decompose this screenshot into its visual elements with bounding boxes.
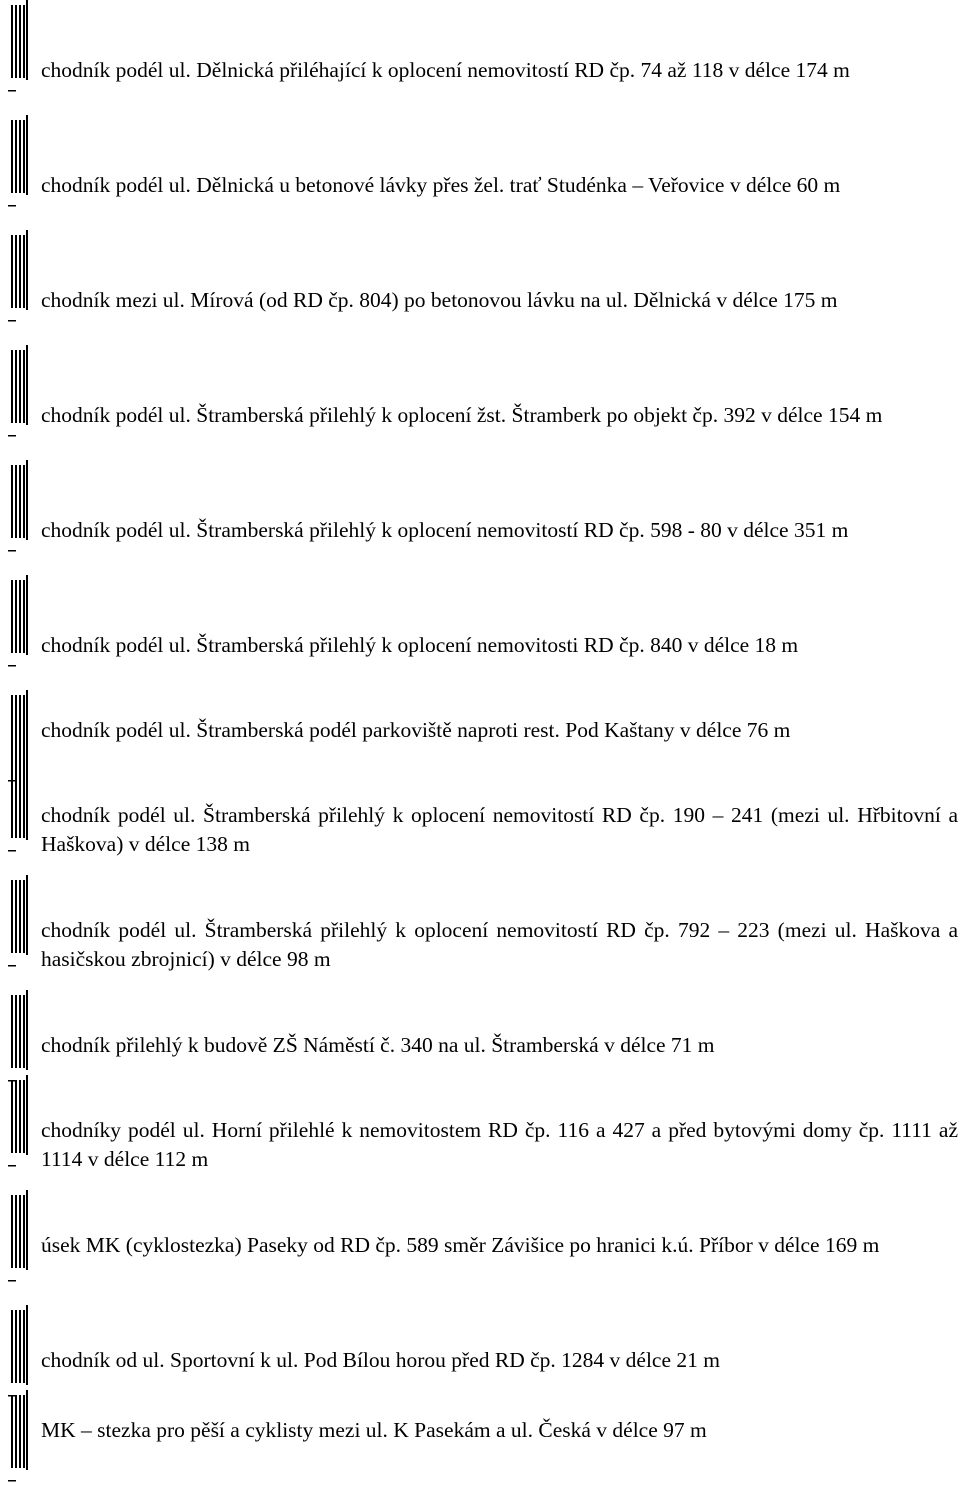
glyph-underline [8, 320, 16, 322]
glyph-bar [15, 995, 17, 1068]
glyph-bar [15, 1395, 17, 1468]
list-item-text: chodníky podél ul. Horní přilehlé k nemovitostem RD čp. 116 a 427 a před bytovými domy čp. 1111 až 1114 v délce 112 m [41, 1118, 958, 1171]
glyph-bar [19, 120, 21, 193]
glyph-bar [23, 465, 25, 538]
list-item [0, 115, 960, 215]
missing-glyph-icon [0, 230, 30, 330]
glyph-bar [19, 1195, 21, 1268]
glyph-bar [26, 0, 28, 80]
list-item-text: chodník podél ul. Štramberská přilehlý k oplocení žst. Štramberk po objekt čp. 392 v délce 154 m [41, 403, 883, 427]
glyph-bar [15, 880, 17, 953]
glyph-underline [8, 965, 16, 967]
glyph-bar [11, 235, 13, 308]
glyph-bar [15, 5, 17, 78]
glyph-bar [26, 1075, 28, 1155]
glyph-bar [19, 235, 21, 308]
list-item [0, 230, 960, 330]
list-item-text: chodník podél ul. Štramberská přilehlý k oplocení nemovitostí RD čp. 598 - 80 v délce 351 m [41, 518, 849, 542]
glyph-bar [11, 1395, 13, 1468]
glyph-bar [19, 580, 21, 653]
glyph-bar [15, 120, 17, 193]
missing-glyph-icon [0, 345, 30, 445]
glyph-bar [15, 1310, 17, 1383]
glyph-bar [19, 1310, 21, 1383]
glyph-underline [8, 1480, 16, 1482]
glyph-underline [8, 1280, 16, 1282]
glyph-bar [11, 1195, 13, 1268]
list-item-text: MK – stezka pro pěší a cyklisty mezi ul. K Pasekám a ul. Česká v délce 97 m [41, 1418, 707, 1442]
glyph-bar [26, 690, 28, 770]
glyph-bar [15, 1080, 17, 1153]
glyph-bar [23, 1395, 25, 1468]
list-item-text: chodník podél ul. Dělnická přiléhající k oplocení nemovitostí RD čp. 74 až 118 v délce 174 m [41, 58, 850, 82]
glyph-bar [15, 465, 17, 538]
list-item [0, 0, 960, 100]
list-item [0, 875, 960, 975]
missing-glyph-icon [0, 115, 30, 215]
glyph-bar [26, 230, 28, 310]
glyph-bar [11, 995, 13, 1068]
glyph-bar [11, 1080, 13, 1153]
missing-glyph-icon [0, 0, 30, 100]
glyph-bar [11, 580, 13, 653]
glyph-bar [15, 765, 17, 838]
list-item [0, 760, 960, 860]
list-item-text: chodník podél ul. Štramberská přilehlý k oplocení nemovitostí RD čp. 190 – 241 (mezi ul. Hřbitovní a Haškova) v délce 138 m [41, 803, 958, 856]
list-item-text: chodník podél ul. Štramberská přilehlý k oplocení nemovitostí RD čp. 792 – 223 (mezi ul. Haškova a hasičskou zbrojnicí) v délce 98 m [41, 918, 958, 971]
list-item-text: chodník přilehlý k budově ZŠ Náměstí č. 340 na ul. Štramberská v délce 71 m [41, 1033, 715, 1057]
glyph-bar [19, 695, 21, 768]
glyph-bar [23, 995, 25, 1068]
glyph-bar [11, 765, 13, 838]
missing-glyph-icon [0, 875, 30, 975]
list-item-text: chodník podél ul. Štramberská podél parkoviště naproti rest. Pod Kaštany v délce 76 m [41, 718, 791, 742]
list-item [0, 575, 960, 675]
glyph-bar [15, 235, 17, 308]
glyph-bar [11, 465, 13, 538]
glyph-bar [26, 1305, 28, 1385]
glyph-bar [19, 995, 21, 1068]
glyph-bar [19, 1080, 21, 1153]
list-item [0, 460, 960, 560]
glyph-bar [26, 460, 28, 540]
glyph-bar [19, 765, 21, 838]
glyph-bar [15, 350, 17, 423]
glyph-bar [11, 5, 13, 78]
glyph-bar [19, 350, 21, 423]
glyph-bar [26, 760, 28, 840]
list-item-text: chodník podél ul. Dělnická u betonové lávky přes žel. trať Studénka – Veřovice v délce 60 m [41, 173, 841, 197]
glyph-bar [23, 1310, 25, 1383]
glyph-bar [26, 1190, 28, 1270]
missing-glyph-icon [0, 1075, 30, 1175]
glyph-bar [11, 120, 13, 193]
glyph-bar [11, 695, 13, 768]
glyph-bar [19, 465, 21, 538]
glyph-bar [11, 350, 13, 423]
list-item [0, 1190, 960, 1290]
list-item-text: chodník podél ul. Štramberská přilehlý k oplocení nemovitosti RD čp. 840 v délce 18 m [41, 633, 799, 657]
glyph-bar [23, 350, 25, 423]
missing-glyph-icon [0, 575, 30, 675]
glyph-bar [15, 1195, 17, 1268]
glyph-bar [26, 875, 28, 955]
glyph-underline [8, 665, 16, 667]
glyph-bar [19, 880, 21, 953]
glyph-bar [15, 695, 17, 768]
glyph-bar [23, 580, 25, 653]
glyph-bar [23, 235, 25, 308]
list-item-text: chodník od ul. Sportovní k ul. Pod Bílou horou před RD čp. 1284 v délce 21 m [41, 1348, 720, 1372]
list-item [0, 1075, 960, 1175]
glyph-bar [23, 120, 25, 193]
list-item-text: úsek MK (cyklostezka) Paseky od RD čp. 589 směr Závišice po hranici k.ú. Příbor v délce 169 m [41, 1233, 880, 1257]
glyph-bar [19, 1395, 21, 1468]
glyph-bar [26, 1390, 28, 1470]
glyph-underline [8, 435, 16, 437]
glyph-bar [15, 580, 17, 653]
glyph-underline [8, 1165, 16, 1167]
glyph-bar [23, 695, 25, 768]
glyph-bar [26, 990, 28, 1070]
missing-glyph-icon [0, 1190, 30, 1290]
glyph-bar [26, 345, 28, 425]
glyph-bar [23, 765, 25, 838]
glyph-bar [23, 880, 25, 953]
glyph-bar [11, 880, 13, 953]
glyph-underline [8, 550, 16, 552]
glyph-bar [11, 1310, 13, 1383]
list-item-text: chodník mezi ul. Mírová (od RD čp. 804) po betonovou lávku na ul. Dělnická v délce 175 m [41, 288, 838, 312]
glyph-underline [8, 850, 16, 852]
list-item [0, 1390, 960, 1490]
missing-glyph-icon [0, 460, 30, 560]
glyph-bar [23, 1195, 25, 1268]
glyph-bar [26, 575, 28, 655]
glyph-bar [23, 5, 25, 78]
glyph-underline [8, 205, 16, 207]
glyph-bar [23, 1080, 25, 1153]
missing-glyph-icon [0, 760, 30, 860]
glyph-bar [19, 5, 21, 78]
glyph-underline [8, 90, 16, 92]
glyph-bar [26, 115, 28, 195]
list-item [0, 345, 960, 445]
missing-glyph-icon [0, 1390, 30, 1490]
